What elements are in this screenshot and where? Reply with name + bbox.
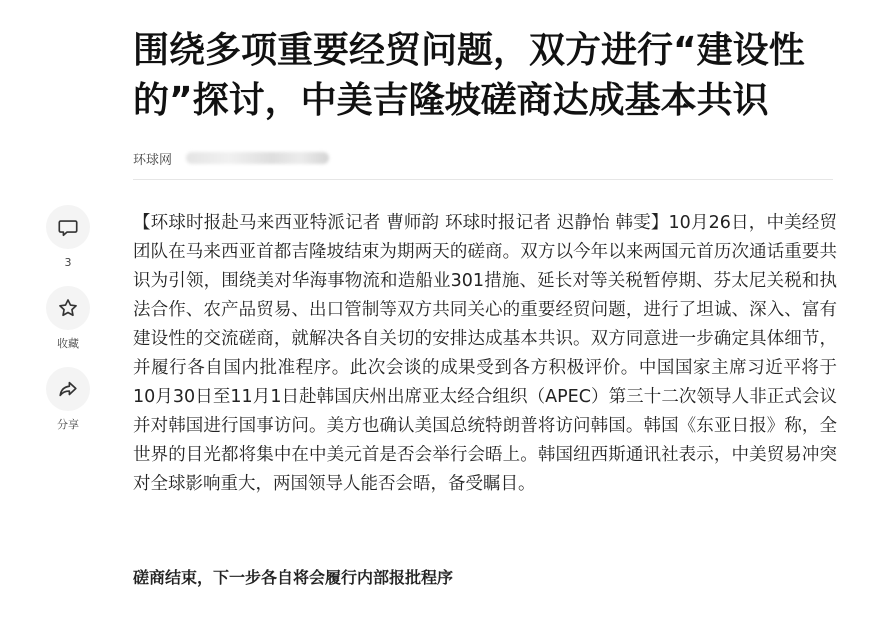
comment-count: 3 (64, 256, 72, 269)
article-meta (133, 148, 329, 168)
article-body: 【环球时报赴马来西亚特派记者 曹师韵 环球时报记者 迟静怡 韩雯】10月26日，中美经贸团队在马来西亚首都吉隆坡结束为期两天的磋商。双方以今年以来两国元首历次通话重要共识为引领，围绕美对华海事物流和造船业301措施、延长对等关税暂停期、芬太尼关税和执法合作、农产品贸易、出口管制等双方共同关心的重要经贸问题，进行了坦诚、深入、富有建设性的交流磋商，就解决各自关切的安排达成基本共识。双方同意进一步确定具体细节，并履行各自国内批准程序。此次会谈的成果受到各方积极评价。中国国家主席习近平将于10月30日至11月1日赴韩国庆州出席亚太经合组织（APEC）第三十二次领导人非正式会议并对韩国进行国事访问。美方也确认美国总统特朗普将访问韩国。韩国《东亚日报》称，全世界的目光都将集中在中美元首是否会举行会晤上。韩国纽西斯通讯社表示，中美贸易冲突对全球影响重大，两国领导人能否会晤，备受瞩目。 (133, 213, 837, 494)
blurred-byline (186, 152, 329, 164)
title-divider (133, 179, 833, 180)
favorite-label: 收藏 (57, 337, 79, 350)
share-label: 分享 (57, 418, 79, 431)
comment-button[interactable] (44, 205, 92, 270)
comment-icon (46, 205, 90, 249)
article-title: 围绕多项重要经贸问题，双方进行“建设性的”探讨，中美吉隆坡磋商达成基本共识 (133, 30, 805, 121)
star-icon (46, 286, 90, 330)
share-icon (46, 367, 90, 411)
article-subheading: 磋商结束，下一步各自将会履行内部报批程序 (133, 568, 454, 587)
article-action-bar (44, 205, 92, 448)
share-button[interactable] (44, 367, 92, 432)
favorite-button[interactable] (44, 286, 92, 351)
article-source[interactable]: 环球网 (133, 152, 173, 168)
